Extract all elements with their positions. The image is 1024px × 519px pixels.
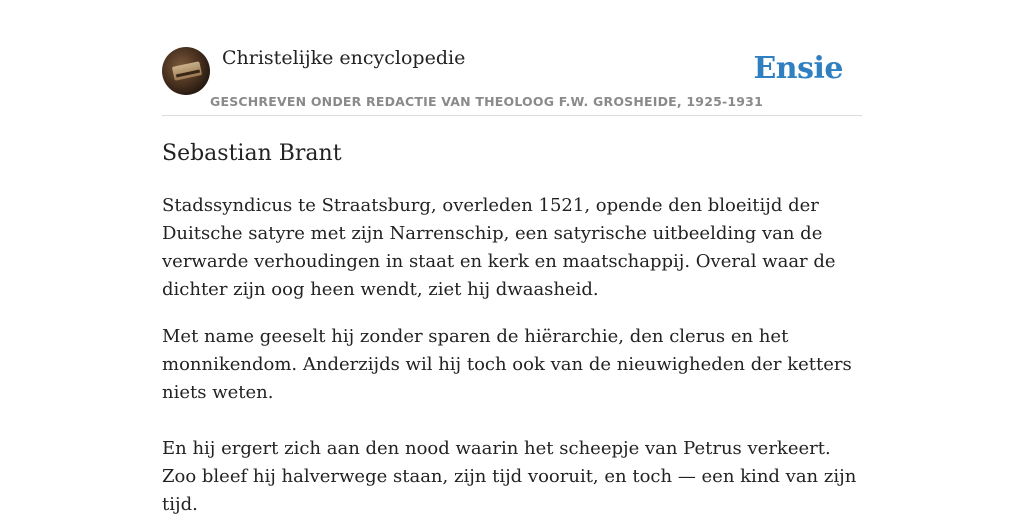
article-paragraph-2: Met name geeselt hij zonder sparen de hiërarchie, den clerus en het monnikendom. Anderzijds wil hij toch ook van de nieuwigheden der ketters niets weten. — [162, 326, 852, 403]
article-paragraph-1: Stadssyndicus te Straatsburg, overleden 1521, opende den bloeitijd der Duitsche satyre met zijn Narrenschip, een satyrische uitbeelding van de verwarde verhoudingen in staat en kerk en maatschappij. Overal waar de dichter zijn oog heen wendt, ziet hij dwaasheid. — [162, 195, 836, 300]
article-card — [162, 44, 862, 515]
site-header — [162, 44, 862, 116]
site-subtitle: GESCHREVEN ONDER REDACTIE VAN THEOLOOG F.W. GROSHEIDE, 1925-1931 — [210, 94, 763, 109]
brand-logo[interactable]: Ensie — [753, 51, 843, 86]
article-paragraph-3: En hij ergert zich aan den nood waarin het scheepje van Petrus verkeert. Zoo bleef hij halverwege staan, zijn tijd vooruit, en toch — een kind van zijn tijd. — [162, 438, 857, 515]
book-avatar-icon[interactable] — [162, 47, 210, 95]
article-title: Sebastian Brant — [162, 141, 342, 166]
site-title[interactable]: Christelijke encyclopedie — [222, 47, 466, 69]
